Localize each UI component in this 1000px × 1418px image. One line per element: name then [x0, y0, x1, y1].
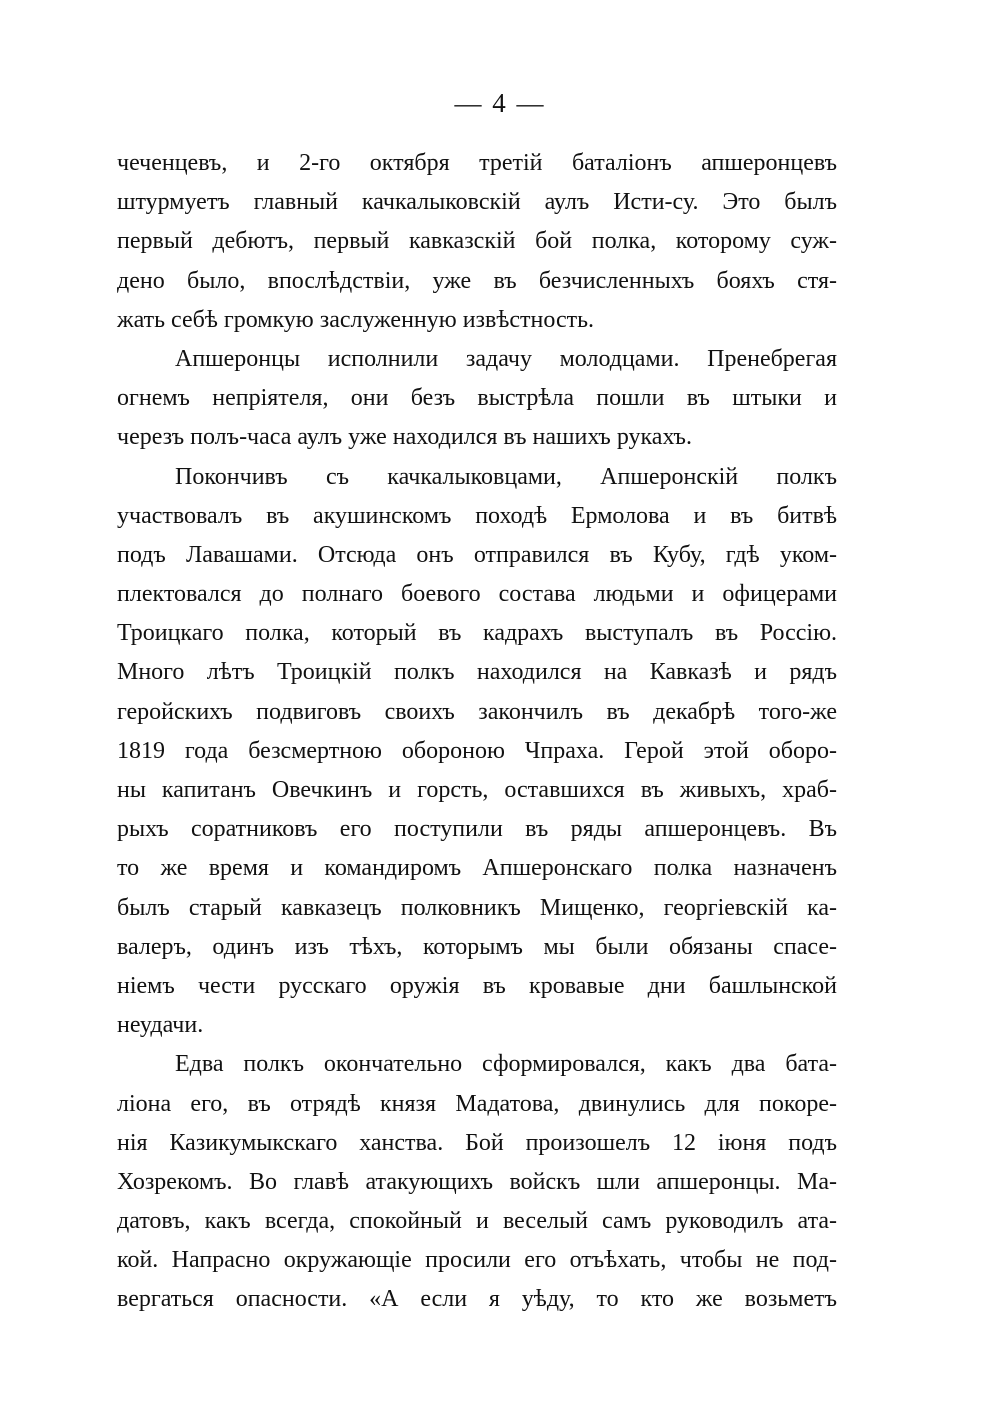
- text-line: дено было, впослѣдствіи, уже въ безчисленныхъ бояхъ стя-: [117, 267, 837, 294]
- text-line: штурмуетъ главный качкалыковскій аулъ Исти-су. Это былъ: [117, 189, 837, 216]
- text-line: жать себѣ громкую заслуженную извѣстность.: [117, 306, 595, 333]
- paragraph-1: [117, 144, 837, 340]
- text-line: Апшеронцы исполнили задачу молодцами. Пренебрегая: [175, 345, 837, 372]
- text-line: плектовался до полнаго боевого состава людьми и офицерами: [117, 581, 837, 608]
- paragraph-4: [117, 1045, 837, 1319]
- text-line: ніемъ чести русскаго оружія въ кровавые дни башлынской: [117, 972, 837, 999]
- text-line: огнемъ непріятеля, они безъ выстрѣла пошли въ штыки и: [117, 385, 837, 412]
- text-line: датовъ, какъ всегда, спокойный и веселый самъ руководилъ ата-: [117, 1208, 837, 1235]
- text-line: Хозрекомъ. Во главѣ атакующихъ войскъ шли апшеронцы. Ма-: [117, 1168, 837, 1195]
- paragraph-3: [117, 458, 837, 1046]
- text-line: то же время и командиромъ Апшеронскаго полка назначенъ: [117, 855, 837, 882]
- text-line: рыхъ соратниковъ его поступили въ ряды апшеронцевъ. Въ: [117, 816, 837, 843]
- text-line: геройскихъ подвиговъ своихъ закончилъ въ декабрѣ того-же: [117, 698, 837, 725]
- text-line: валеръ, одинъ изъ тѣхъ, которымъ мы были обязаны спасе-: [117, 933, 837, 960]
- text-line: 1819 года безсмертною обороною Чпраха. Герой этой оборо-: [117, 737, 837, 764]
- text-line: ны капитанъ Овечкинъ и горсть, оставшихся въ живыхъ, храб-: [117, 777, 837, 803]
- text-line: Едва полкъ окончательно сформировался, какъ два бата-: [175, 1051, 837, 1078]
- text-line: Покончивъ съ качкалыковцами, Апшеронскій полкъ: [175, 463, 837, 490]
- text-line: вергаться опасности. «А если я уѣду, то кто же возьметъ: [117, 1286, 837, 1313]
- paragraph-2: [117, 340, 837, 458]
- text-line: кой. Напрасно окружающіе просили его отъѣхать, чтобы не под-: [117, 1247, 837, 1274]
- text-line: черезъ полъ-часа аулъ уже находился въ нашихъ рукахъ.: [117, 424, 692, 451]
- text-line: ліона его, въ отрядѣ князя Мадатова, двинулись для покоре-: [117, 1090, 837, 1117]
- text-line: нія Казикумыкскаго ханства. Бой произошелъ 12 іюня подъ: [117, 1129, 837, 1156]
- text-line: участвовалъ въ акушинскомъ походѣ Ермолова и въ битвѣ: [117, 502, 837, 529]
- text-line: неудачи.: [117, 1012, 204, 1039]
- text-line: подъ Лавашами. Отсюда онъ отправился въ Кубу, гдѣ уком-: [117, 541, 837, 568]
- page-number: — 4 —: [454, 88, 546, 118]
- text-line: Много лѣтъ Троицкій полкъ находился на Кавказѣ и рядъ: [117, 659, 837, 686]
- text-line: первый дебютъ, первый кавказскій бой полка, которому суж-: [117, 228, 837, 255]
- text-line: Троицкаго полка, который въ кадрахъ выступалъ въ Россію.: [117, 620, 837, 647]
- text-line: чеченцевъ, и 2-го октября третій баталіонъ апшеронцевъ: [117, 150, 837, 176]
- text-line: былъ старый кавказецъ полковникъ Мищенко, георгіевскій ка-: [117, 894, 837, 921]
- body-text: [117, 144, 837, 1320]
